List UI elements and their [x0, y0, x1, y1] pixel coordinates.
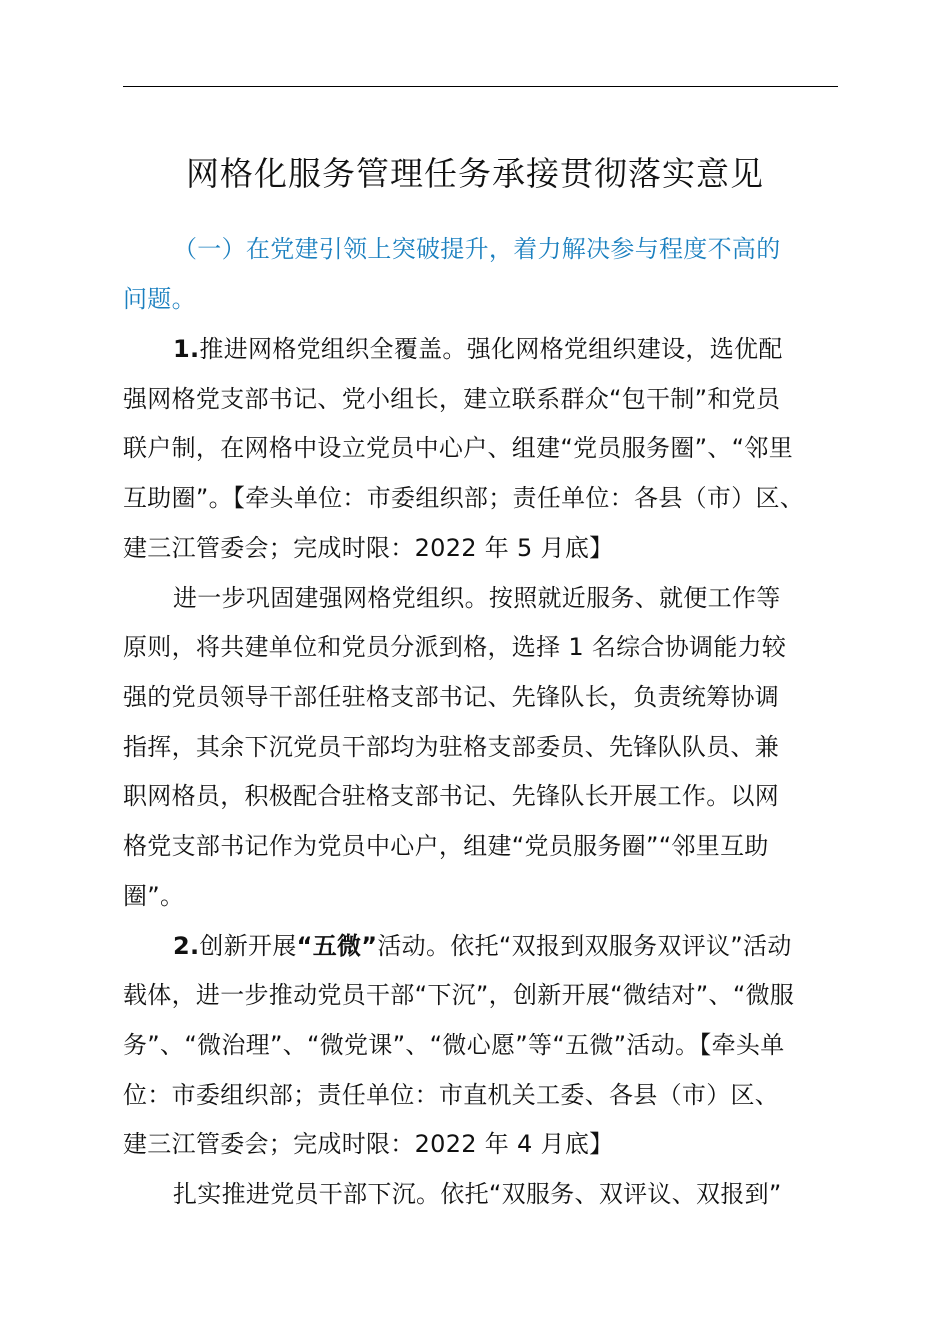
- item1-line-5: 建三江管委会；完成时限：2022 年 5 月底】: [123, 534, 614, 562]
- item1-number: 1.: [173, 335, 200, 363]
- para1-line-7: 圈”。: [123, 882, 185, 910]
- document-title: 网格化服务管理任务承接贯彻落实意见: [186, 154, 764, 193]
- para1-line-2: 原则，将共建单位和党员分派到格，选择 1 名综合协调能力较: [123, 633, 787, 661]
- item1-line-1: [173, 329, 843, 369]
- item2-bold-term: “五微”: [296, 932, 378, 960]
- para1-line-6: 格党支部书记作为党员中心户，组建“党员服务圈”“邻里互助: [123, 832, 769, 860]
- item2-line-5: 建三江管委会；完成时限：2022 年 4 月底】: [123, 1130, 614, 1158]
- item2-suffix: 活动。依托“双报到双服务双评议”活动: [377, 932, 792, 960]
- item2-line-1: [173, 926, 843, 966]
- para1-line-4: 指挥，其余下沉党员干部均为驻格支部委员、先锋队队员、兼: [123, 733, 780, 761]
- item1-line-4: 互助圈”。【牵头单位：市委组织部；责任单位：各县（市）区、: [123, 484, 805, 512]
- para2-line-1: 扎实推进党员干部下沉。依托“双服务、双评议、双报到”: [173, 1180, 782, 1208]
- item2-line-2: 载体，进一步推动党员干部“下沉”，创新开展“微结对”、“微服: [123, 981, 795, 1009]
- para1-line-1: 进一步巩固建强网格党组织。按照就近服务、就便工作等: [173, 584, 781, 612]
- item2-number: 2.: [173, 932, 200, 960]
- section-heading-line-2: 问题。: [123, 285, 196, 313]
- item1-line-1-text: 推进网格党组织全覆盖。强化网格党组织建设，选优配: [199, 335, 783, 363]
- item1-line-3: 联户制，在网格中设立党员中心户、组建“党员服务圈”、“邻里: [123, 434, 793, 462]
- item2-line-4: 位：市委组织部；责任单位：市直机关工委、各县（市）区、: [123, 1081, 780, 1109]
- item2-line-3: 务”、“微治理”、“微党课”、“微心愿”等“五微”活动。【牵头单: [123, 1031, 785, 1059]
- item1-line-2: 强网格党支部书记、党小组长，建立联系群众“包干制”和党员: [123, 385, 781, 413]
- header-rule: [123, 86, 838, 87]
- item2-prefix: 创新开展: [199, 932, 297, 960]
- para1-line-3: 强的党员领导干部任驻格支部书记、先锋队长，负责统筹协调: [123, 683, 780, 711]
- para1-line-5: 职网格员，积极配合驻格支部书记、先锋队长开展工作。以网: [123, 782, 780, 810]
- section-heading-line-1: （一）在党建引领上突破提升，着力解决参与程度不高的: [173, 235, 781, 263]
